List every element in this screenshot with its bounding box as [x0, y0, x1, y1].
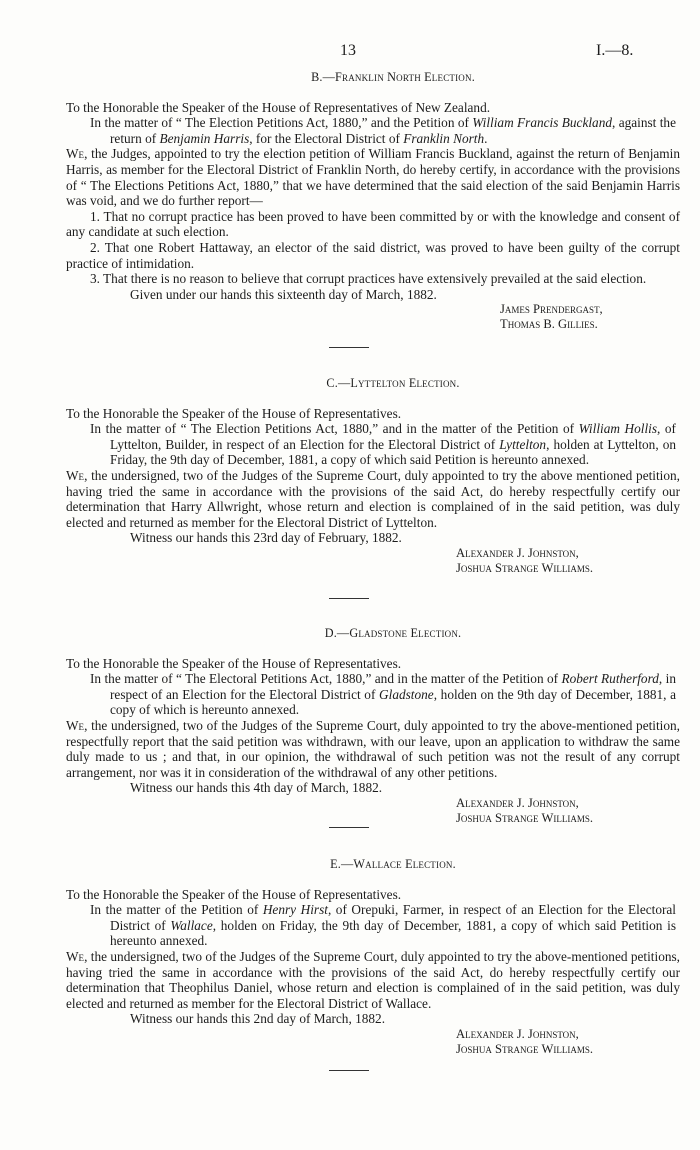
- signature: Alexander J. Johnston,: [456, 545, 579, 560]
- matter-paragraph: In the matter of “ The Electoral Petitions Act, 1880,” and in the matter of the Petition of Robert Rutherford, in respect of an Election for the Electoral District of Gladstone, holden on the 9th day of December, 1881, a copy of which is hereunto annexed.: [90, 671, 677, 718]
- body-paragraph: We, the Judges, appointed to try the election petition of William Francis Buckland, against the return of Benjamin Harris, as member for the Electoral District of Franklin North, do hereby certify, in accordance with the provisions of “ The Elections Petitions Act, 1880,” that we have determined that the said election of the said Benjamin Harris was void, and we do further report—: [66, 146, 680, 209]
- section-lyttelton: [66, 376, 680, 576]
- section-divider: [329, 598, 369, 599]
- section-divider: [329, 1070, 369, 1071]
- witness-line: Witness our hands this 2nd day of March, 1882.: [130, 1011, 386, 1027]
- body-paragraph: We, the undersigned, two of the Judges of the Supreme Court, duly appointed to try the above-mentioned petition, respectfully report that the said petition was withdrawn, with our leave, upon an application to withdraw the same duly made to us ; and that, in our opinion, the withdrawal of such petition was not the result of any corrupt arrangement, nor was it in consideration of the withdrawal of any other petitions.: [66, 717, 680, 780]
- section-franklin-north: [66, 70, 680, 332]
- section-gladstone: [66, 626, 680, 826]
- witness-line: Witness our hands this 23rd day of February, 1882.: [130, 530, 402, 546]
- report-item: 3. That there is no reason to believe that corrupt practices have extensively prevailed at the said election.: [90, 271, 647, 287]
- section-title: C.—Lyttelton Election.: [326, 376, 460, 390]
- address-line: To the Honorable the Speaker of the House of Representatives.: [66, 655, 402, 671]
- signature-block: [500, 302, 680, 332]
- body-paragraph: We, the undersigned, two of the Judges of the Supreme Court, duly appointed to try the above mentioned petition, having tried the same in accordance with the provisions of the said Act, do hereby respectfully certify our determination that Harry Allwright, whose return and election is complained of in the said petition, was duly elected and returned as member for the Electoral District of Lyttelton.: [66, 467, 680, 530]
- section-title: B.—Franklin North Election.: [311, 70, 475, 84]
- signature-block: [456, 1027, 680, 1057]
- matter-paragraph: In the matter of “ The Election Petitions Act, 1880,” and the Petition of William Francis Buckland, against the return of Benjamin Harris, for the Electoral District of Franklin North.: [90, 115, 676, 146]
- signature: Alexander J. Johnston,: [456, 1026, 579, 1041]
- section-wallace: [66, 857, 680, 1057]
- page-number: 13: [340, 42, 356, 59]
- section-divider: [329, 347, 369, 348]
- address-line: To the Honorable the Speaker of the House of Representatives.: [66, 886, 402, 902]
- report-item: 1. That no corrupt practice has been proved to have been committed by or with the knowledge and consent of any candidate at such election.: [66, 208, 680, 240]
- matter-paragraph: In the matter of “ The Election Petitions Act, 1880,” and in the matter of the Petition of William Hollis, of Lyttelton, Builder, in respect of an Election for the Electoral District of Lyttelton, holden at Lyttelton, on Friday, the 9th day of December, 1881, a copy of which said Petition is hereunto annexed.: [90, 421, 677, 468]
- signature: Joshua Strange Williams.: [456, 810, 594, 825]
- report-item: 2. That one Robert Hattaway, an elector of the said district, was proved to have been guilty of the corrupt practice of intimidation.: [66, 239, 680, 271]
- signature: Alexander J. Johnston,: [456, 795, 579, 810]
- matter-paragraph: In the matter of the Petition of Henry Hirst, of Orepuki, Farmer, in respect of an Election for the Electoral District of Wallace, holden on Friday, the 9th day of December, 1881, a copy of which said Petition is hereunto annexed.: [90, 902, 676, 949]
- body-paragraph: We, the undersigned, two of the Judges of the Supreme Court, duly appointed to try the above-mentioned petitions, having tried the same in accordance with the provisions of the said Act, do hereby respectfully certify our determination that Theophilus Daniel, whose return and election is complained of in the said petition, was duly elected and returned as member for the Electoral District of Wallace.: [66, 948, 680, 1011]
- address-line: To the Honorable the Speaker of the House of Representatives of New Zealand.: [66, 99, 491, 115]
- section-divider: [329, 827, 369, 828]
- section-title: E.—Wallace Election.: [330, 857, 456, 871]
- section-title: D.—Gladstone Election.: [324, 626, 462, 640]
- signature-block: [456, 546, 680, 576]
- signature: Thomas B. Gillies.: [500, 317, 598, 332]
- signature: Joshua Strange Williams.: [456, 1041, 594, 1056]
- signature: Joshua Strange Williams.: [456, 560, 594, 575]
- signature: James Prendergast,: [500, 302, 603, 317]
- witness-line: Witness our hands this 4th day of March, 1882.: [130, 780, 383, 796]
- address-line: To the Honorable the Speaker of the House of Representatives.: [66, 405, 402, 421]
- signature-block: [456, 796, 680, 826]
- witness-line: Given under our hands this sixteenth day of March, 1882.: [130, 286, 437, 302]
- paper-code: I.—8.: [596, 42, 634, 59]
